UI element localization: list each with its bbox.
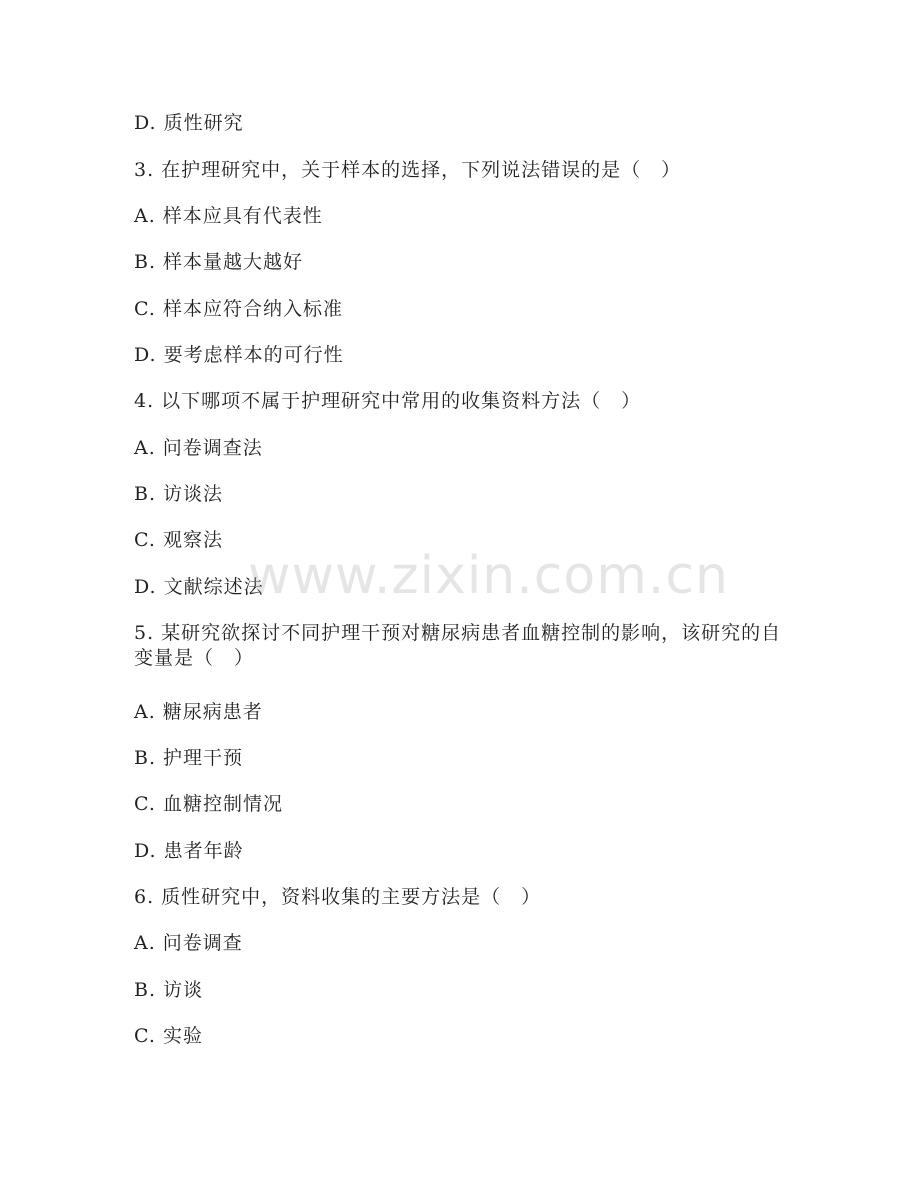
option-b-q5: B. 护理干预: [134, 747, 244, 769]
option-a-q5: A. 糖尿病患者: [134, 701, 263, 723]
question-5: 5. 某研究欲探讨不同护理干预对糖尿病患者血糖控制的影响，该研究的自变量是（ ）: [134, 622, 782, 669]
option-d-q3: D. 要考虑样本的可行性: [134, 344, 344, 366]
option-b-q3: B. 样本量越大越好: [134, 251, 304, 273]
question-4: 4. 以下哪项不属于护理研究中常用的收集资料方法（ ）: [134, 390, 642, 412]
option-c-q6: C. 实验: [134, 1025, 203, 1047]
question-6: 6. 质性研究中，资料收集的主要方法是（ ）: [134, 886, 542, 908]
question-3: 3. 在护理研究中，关于样本的选择，下列说法错误的是（ ）: [134, 159, 682, 181]
option-c-q5: C. 血糖控制情况: [134, 793, 283, 815]
option-b-q4: B. 访谈法: [134, 483, 224, 505]
option-d-q2: D. 质性研究: [134, 112, 244, 134]
option-a-q3: A. 样本应具有代表性: [134, 205, 323, 227]
option-a-q6: A. 问卷调查: [134, 932, 243, 954]
site-watermark: www.zixin.com.cn: [248, 546, 729, 606]
option-c-q4: C. 观察法: [134, 529, 223, 551]
option-d-q4: D. 文献综述法: [134, 576, 264, 598]
option-a-q4: A. 问卷调查法: [134, 437, 263, 459]
option-d-q5: D. 患者年龄: [134, 840, 244, 862]
option-c-q3: C. 样本应符合纳入标准: [134, 298, 343, 320]
option-b-q6: B. 访谈: [134, 979, 204, 1001]
